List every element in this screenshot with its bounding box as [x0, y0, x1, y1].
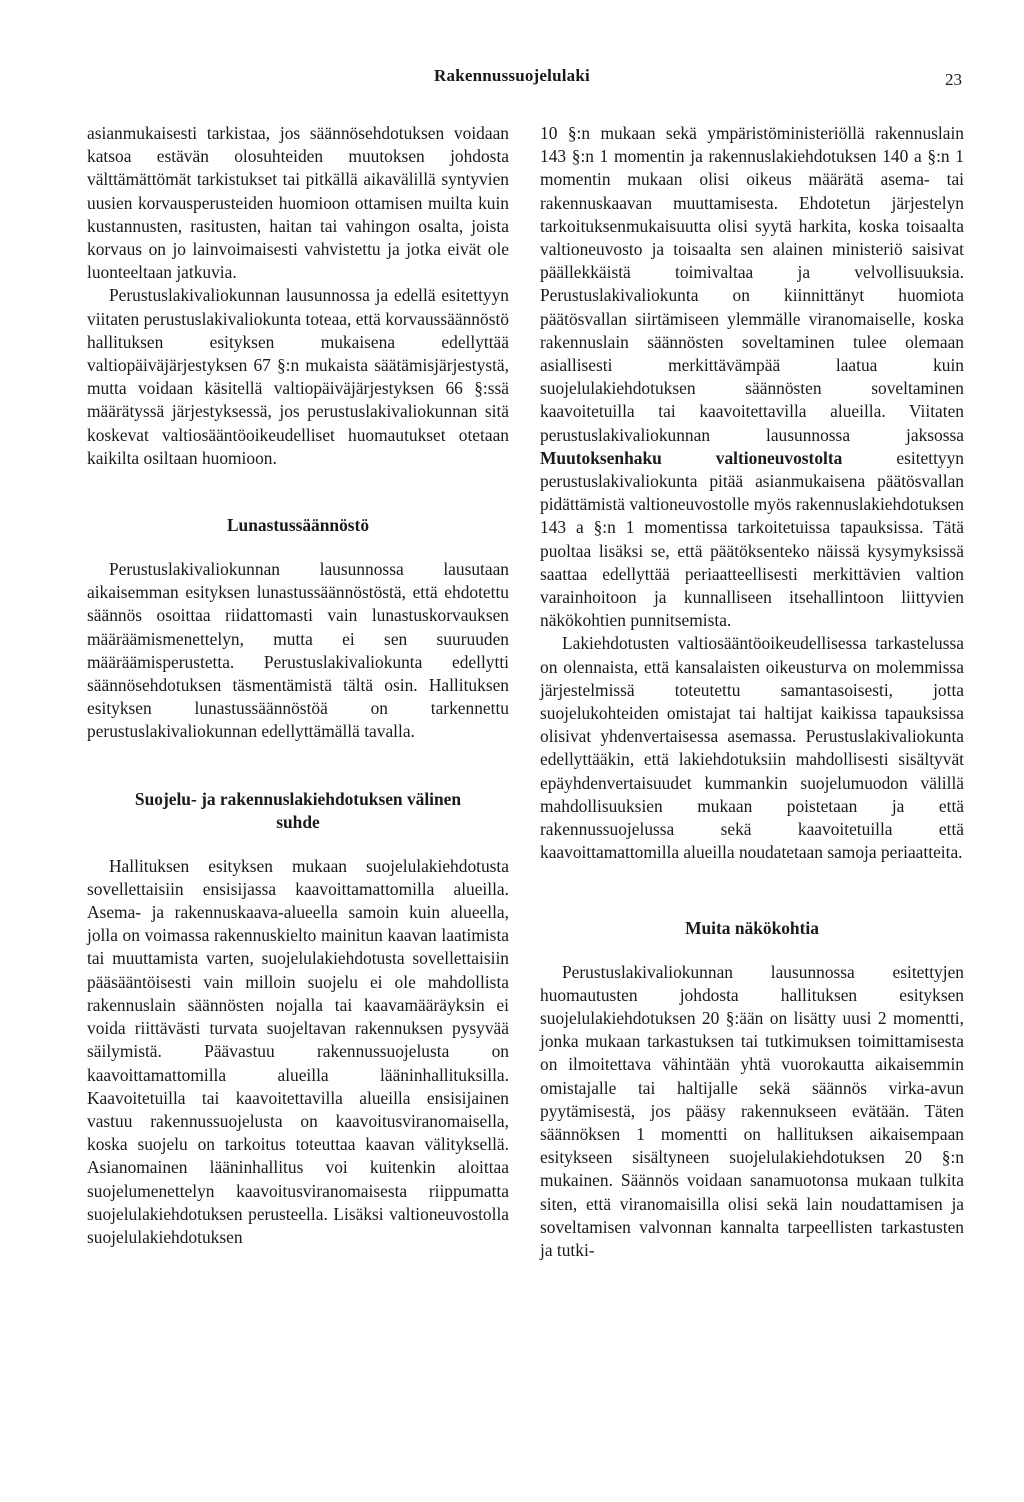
paragraph: [540, 122, 964, 632]
paragraph: Hallituksen esityksen mukaan suojelulakiehdotusta sovellettaisiin ensisijassa kaavoittamattomilla alueilla. Asema- ja rakennuskaava-alueella samoin kuin alueella, jolla on voimassa rakennuskielto mainitun kaavan laatimista tai muuttamista varten, suojelulakiehdotusta sovellettaisiin pääsääntöisesti vain milloin suojelu ei ole mahdollista rakennuslain säännösten nojalla tai kaavamääräyksin ei voida riittävästi turvata suojeltavan rakennuksen pysyvää säilymistä. Päävastuu rakennussuojelusta on kaavoittamattomilla alueilla lääninhallituksilla. Kaavoitetuilla tai kaavoitettavilla alueilla ensisijainen vastuu rakennussuojelusta on kaavoitusviranomaisella, koska suojelu on tarkoitus toteuttaa kaavan välityksellä. Asianomainen lääninhallitus voi kuitenkin aloittaa suojelumenettelyn kaavoitusviranomaisesta riippumatta suojelulakiehdotuksen perusteella. Lisäksi valtioneuvostolla suojelulakiehdotuksen: [87, 855, 509, 1247]
bold-reference: Muutoksenhaku valtioneuvostolta: [540, 447, 843, 468]
page-number: 23: [945, 70, 962, 89]
running-title: Rakennussuojelulaki: [434, 66, 590, 85]
right-column: [540, 122, 964, 1262]
paragraph: Lakiehdotusten valtiosääntöoikeudellisessa tarkastelussa on olennaista, että kansalaisten oikeusturva on molemmissa järjestelmissä toteutettu samantasoisesti, jotta suojelukohteiden omistajat tai haltijat kaikissa tapauksissa olisivat yhdenvertaisessa asemassa. Perustuslakivaliokunta edellyttääkin, että lakiehdotuksiin mahdollisesti sisältyvät epäyhdenvertaisuudet kummankin suojelumuodon välillä mahdollisuuksien mukaan poistetaan ja että rakennussuojelussa sekä kaavoitetuilla että kaavoittamattomilla alueilla noudatetaan samoja periaatteita.: [540, 633, 964, 863]
section-heading: Lunastussäännöstö: [226, 515, 370, 536]
section-heading: Muita näkökohtia: [685, 917, 819, 938]
paragraph-text: esitettyyn perustuslakivaliokunta pitää asianmukaisena päätösvallan pidättämistä valtioneuvostolle myös rakennuslakiehdotuksen 143 a §:n 1 momentissa tarkoitetuissa tapauksissa. Tätä puoltaa lisäksi se, että päätöksenteko näissä kysymyksissä saattaa edellyttää periaatteellisesti merkittävien valtion varainhoitoon ja kunnalliseen itsehallintoon liittyvien näkökohtien punnitsemista.: [540, 447, 964, 631]
paragraph: Perustuslakivaliokunnan lausunnossa ja edellä esitettyyn viitaten perustuslakivaliokunta toteaa, että korvaussäännöstö hallituksen esityksen mukaisena edellyttää valtiopäiväjärjestyksen 67 §:n mukaista säätämisjärjestystä, mutta voidaan käsitellä valtiopäiväjärjestyksen 66 §:ssä määrätyssä järjestyksessä, jos perustuslakivaliokunnan sitä koskevat valtiosääntöoikeudelliset huomautukset otetaan kaikilta osiltaan huomioon.: [87, 285, 509, 468]
paragraph: Perustuslakivaliokunnan lausunnossa esitettyjen huomautusten johdosta hallituksen esityksen suojelulakiehdotuksen 20 §:ään on lisätty uusi 2 momentti, jonka mukaan tarkastuksen tai tutkimuksen toimittamisesta on ilmoitettava vähintään yhtä vuorokautta aikaisemmin omistajalle tai haltijalle sekä säännös virka-avun pyytämisestä, jos pääsy rakennukseen evätään. Täten säännöksen 1 momentti on hallituksen aikaisempaan esitykseen sisältyneen suojelulakiehdotuksen 20 §:n mukainen. Säännös voidaan sanamuotonsa mukaan tulkita siten, että viranomaisilla olisi sekä lain noudattamisen ja soveltamisen valvonnan kannalta tarpeellisten tarkastusten ja tutki-: [540, 961, 964, 1260]
left-column: [87, 122, 509, 1249]
paragraph: asianmukaisesti tarkistaa, jos säännösehdotuksen voidaan katsoa estävän olosuhteiden muutoksen johdosta välttämättömät tarkistukset tai pitkällä aikavälillä syntyvien uusien korvausperusteiden huomioon ottamisen muilta kuin kustannusten, rasitusten, haitan tai vahingon osalta, joista korvaus on jo lainvoimaisesti vahvistettu ja jotka eivät ole luonteeltaan jatkuvia.: [87, 123, 509, 283]
section-heading: Suojelu- ja rakennuslakiehdotuksen välinen suhde: [134, 788, 462, 832]
paragraph-text: 10 §:n mukaan sekä ympäristöministeriöllä rakennuslain 143 §:n 1 momentin ja rakennuslakiehdotuksen 140 a §:n 1 momentin mukaan olisi oikeus määrätä asema- tai rakennuskaavan muuttamisesta. Ehdotetun järjestelyn tarkoituksenmukaisuutta olisi syytä harkita, koska toisaalta valtioneuvosto ja toisaalta sen alainen ministeriö saisivat päällekkäistä toimivaltaa ja velvollisuuksia. Perustuslakivaliokunta on kiinnittänyt huomiota päätösvallan siirtämiseen ylemmälle viranomaiselle, koska rakennuslain säännösten soveltaminen tulee olemaan asiallisesti merkittävämpää laatua kuin suojelulakiehdotuksen säännösten soveltaminen kaavoitetuilla tai kaavoitettavilla alueilla. Viitaten perustuslakivaliokunnan lausunnossa jaksossa: [540, 123, 964, 445]
paragraph: Perustuslakivaliokunnan lausunnossa lausutaan aikaisemman esityksen lunastussäännöstöstä, että ehdotettu säännös osoittaa riidattomasti vain lunastuskorvauksen määräämismenettelyn, mutta ei sen suuruuden määräämisperustetta. Perustuslakivaliokunta edellytti säännösehdotuksen täsmentämistä tältä osin. Hallituksen esityksen lunastussäännöstöä on tarkennettu perustuslakivaliokunnan edellyttämällä tavalla.: [87, 559, 509, 742]
